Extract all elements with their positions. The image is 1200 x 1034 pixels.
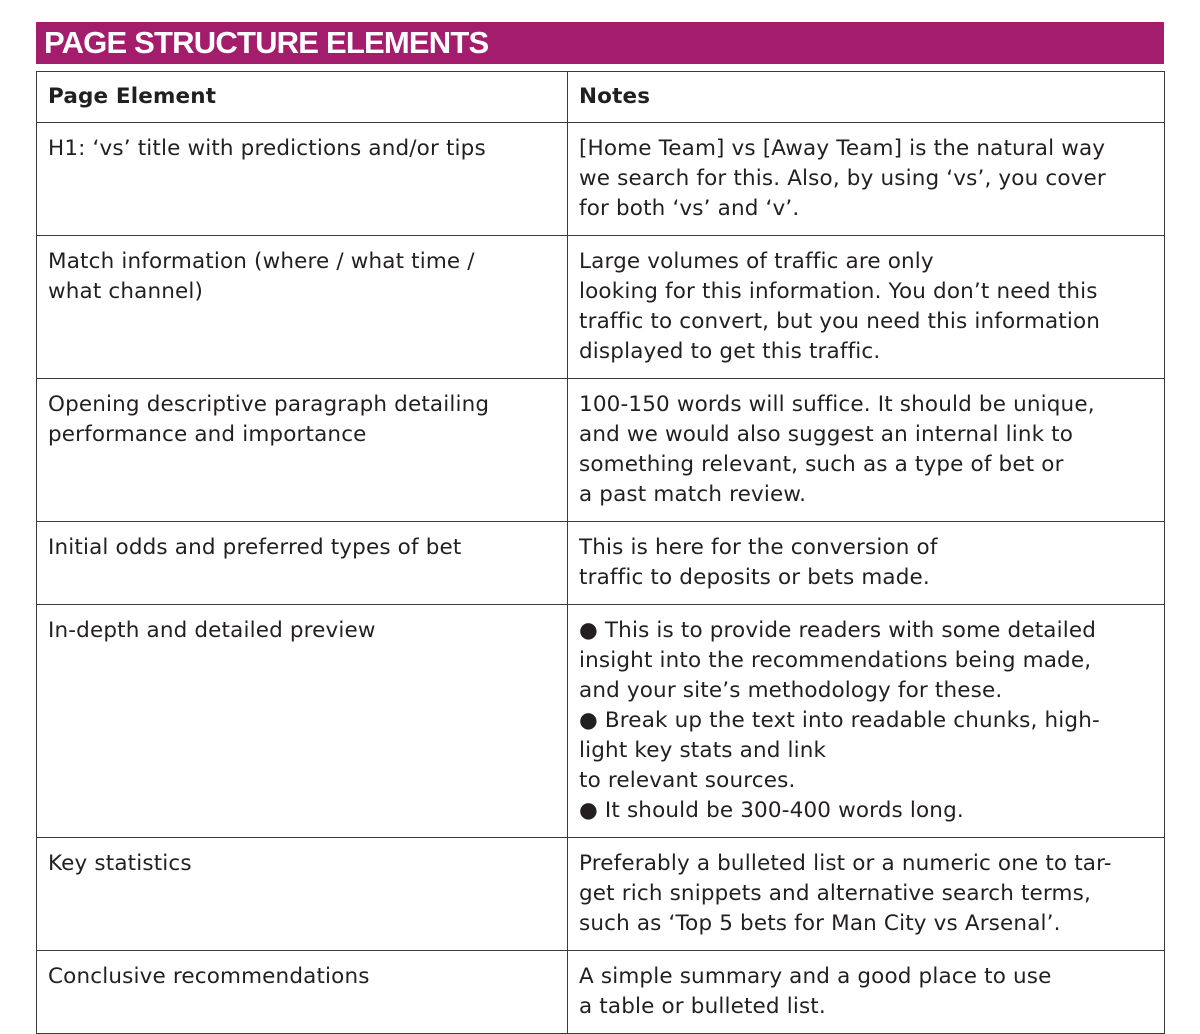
cell-line: what channel) <box>48 279 204 304</box>
table-row <box>37 605 1165 838</box>
cell-line: looking for this information. You don’t need this <box>579 279 1098 304</box>
cell-line: 100-150 words will suffice. It should be unique, <box>579 392 1095 417</box>
page-structure-table <box>36 71 1165 1034</box>
cell-line: something relevant, such as a type of bet or <box>579 452 1064 477</box>
cell-line: H1: ‘vs’ title with predictions and/or tips <box>48 136 486 161</box>
notes-cell <box>568 838 1165 951</box>
cell-line: A simple summary and a good place to use <box>579 964 1052 989</box>
column-header-page-element: Page Element <box>37 72 568 123</box>
cell-line: insight into the recommendations being made, <box>579 648 1092 673</box>
page-element-cell <box>37 123 568 236</box>
cell-line: [Home Team] vs [Away Team] is the natural way <box>579 136 1106 161</box>
cell-line: to relevant sources. <box>579 768 796 793</box>
cell-line: such as ‘Top 5 bets for Man City vs Arsenal’. <box>579 911 1061 936</box>
cell-line: Preferably a bulleted list or a numeric one to tar- <box>579 851 1112 876</box>
notes-cell <box>568 379 1165 522</box>
cell-line: ● This is to provide readers with some detailed <box>579 618 1097 643</box>
page-element-cell <box>37 236 568 379</box>
section-banner <box>36 22 1164 64</box>
cell-line: Initial odds and preferred types of bet <box>48 535 462 560</box>
cell-line: Conclusive recommendations <box>48 964 370 989</box>
page-element-cell <box>37 605 568 838</box>
cell-line: Key statistics <box>48 851 192 876</box>
cell-line: Opening descriptive paragraph detailing <box>48 392 490 417</box>
cell-line: and we would also suggest an internal link to <box>579 422 1074 447</box>
cell-line: Match information (where / what time / <box>48 249 475 274</box>
cell-line: ● Break up the text into readable chunks, high- <box>579 708 1100 733</box>
section-title: PAGE STRUCTURE ELEMENTS <box>44 25 489 60</box>
cell-line: ● It should be 300-400 words long. <box>579 798 964 823</box>
page-element-cell <box>37 379 568 522</box>
cell-line: Large volumes of traffic are only <box>579 249 934 274</box>
cell-line: traffic to convert, but you need this information <box>579 309 1101 334</box>
page-element-cell <box>37 522 568 605</box>
cell-line: In-depth and detailed preview <box>48 618 376 643</box>
cell-line: a table or bulleted list. <box>579 994 826 1019</box>
notes-cell <box>568 236 1165 379</box>
cell-line: get rich snippets and alternative search terms, <box>579 881 1091 906</box>
notes-cell <box>568 951 1165 1034</box>
cell-line: for both ‘vs’ and ‘v’. <box>579 196 800 221</box>
page-element-cell <box>37 951 568 1034</box>
table-row <box>37 522 1165 605</box>
cell-line: traffic to deposits or bets made. <box>579 565 930 590</box>
notes-cell <box>568 123 1165 236</box>
table-row <box>37 236 1165 379</box>
table-row <box>37 379 1165 522</box>
cell-line: performance and importance <box>48 422 367 447</box>
cell-line: This is here for the conversion of <box>579 535 938 560</box>
cell-line: we search for this. Also, by using ‘vs’, you cover <box>579 166 1106 191</box>
table-row <box>37 838 1165 951</box>
notes-cell <box>568 522 1165 605</box>
column-header-notes: Notes <box>568 72 1165 123</box>
table-header-row <box>37 72 1165 123</box>
cell-line: a past match review. <box>579 482 807 507</box>
table-row <box>37 123 1165 236</box>
cell-line: and your site’s methodology for these. <box>579 678 1003 703</box>
cell-line: light key stats and link <box>579 738 827 763</box>
notes-cell <box>568 605 1165 838</box>
table-row <box>37 951 1165 1034</box>
cell-line: displayed to get this traffic. <box>579 339 881 364</box>
page-element-cell <box>37 838 568 951</box>
